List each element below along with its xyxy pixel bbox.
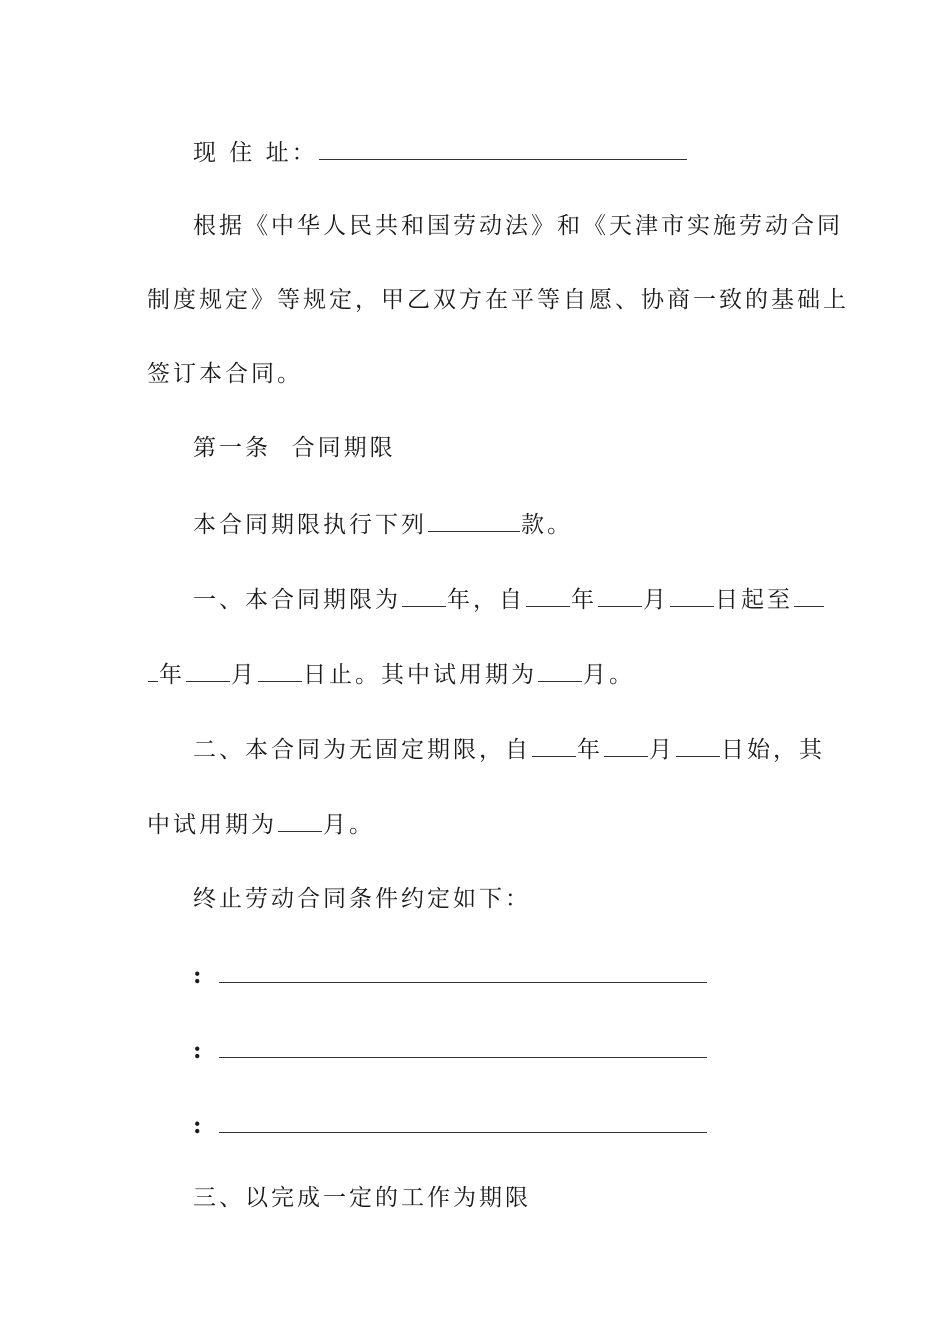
option2-line-1 <box>193 734 825 765</box>
intro-line-3: 签订本合同。 <box>147 361 303 387</box>
option1-text-a: 一、本合同期限为 <box>193 587 401 613</box>
option1-text-e: 日起至 <box>715 587 793 613</box>
condition-blank-3[interactable] <box>219 1110 707 1133</box>
option1-text-b: 年，自 <box>447 587 525 613</box>
option2-text-e: 中试用期为 <box>147 812 277 838</box>
term-clause <box>193 509 573 540</box>
option3-heading: 三、以完成一定的工作为期限 <box>193 1185 531 1211</box>
option2-text-f: 月。 <box>323 812 375 838</box>
term-clause-prefix: 本合同期限执行下列 <box>193 512 427 538</box>
address-blank[interactable] <box>319 137 687 160</box>
option1-text-d: 月 <box>643 587 669 613</box>
option1-text-c: 年 <box>571 587 597 613</box>
option2-text-d: 日始，其 <box>721 737 825 763</box>
option2-start-month-blank[interactable] <box>604 734 648 757</box>
option2-text-b: 年 <box>577 737 603 763</box>
term-clause-suffix: 款。 <box>521 512 573 538</box>
option1-text-g: 月 <box>231 662 257 688</box>
intro-line-1: 根据《中华人民共和国劳动法》和《天津市实施劳动合同 <box>193 213 843 239</box>
address-line <box>193 137 688 168</box>
option2-start-year-blank[interactable] <box>532 734 576 757</box>
option1-years-blank[interactable] <box>402 584 446 607</box>
option2-text-c: 月 <box>649 737 675 763</box>
article1-heading: 第一条 合同期限 <box>193 435 396 461</box>
option1-end-day-blank[interactable] <box>258 659 302 682</box>
option1-end-year-blank-part2[interactable] <box>148 659 158 682</box>
condition-blank-1[interactable] <box>219 960 707 983</box>
option1-start-day-blank[interactable] <box>670 584 714 607</box>
option1-probation-blank[interactable] <box>538 659 582 682</box>
term-clause-blank[interactable] <box>428 509 520 532</box>
option2-text-a: 二、本合同为无固定期限，自 <box>193 737 531 763</box>
termination-heading: 终止劳动合同条件约定如下： <box>193 886 531 912</box>
option1-start-year-blank[interactable] <box>526 584 570 607</box>
option1-text-h: 日止。其中试用期为 <box>303 662 537 688</box>
address-label: 现 住 址： <box>193 140 318 166</box>
option2-probation-blank[interactable] <box>278 809 322 832</box>
option2-start-day-blank[interactable] <box>676 734 720 757</box>
option2-line-2 <box>147 809 375 840</box>
condition-line-2 <box>193 1035 708 1066</box>
option1-text-i: 月。 <box>583 662 635 688</box>
option1-start-month-blank[interactable] <box>598 584 642 607</box>
condition-blank-2[interactable] <box>219 1035 707 1058</box>
option1-end-year-blank-part1[interactable] <box>794 584 824 607</box>
intro-line-2: 制度规定》等规定，甲乙双方在平等自愿、协商一致的基础上 <box>147 287 849 313</box>
option1-end-month-blank[interactable] <box>186 659 230 682</box>
option1-line-2 <box>147 659 635 690</box>
option1-line-1 <box>193 584 825 615</box>
condition-line-3 <box>193 1110 708 1141</box>
condition-colon-2: : <box>193 1037 205 1064</box>
condition-colon-3: : <box>193 1112 205 1139</box>
condition-line-1 <box>193 960 708 991</box>
option1-text-f: 年 <box>159 662 185 688</box>
condition-colon-1: : <box>193 962 205 989</box>
